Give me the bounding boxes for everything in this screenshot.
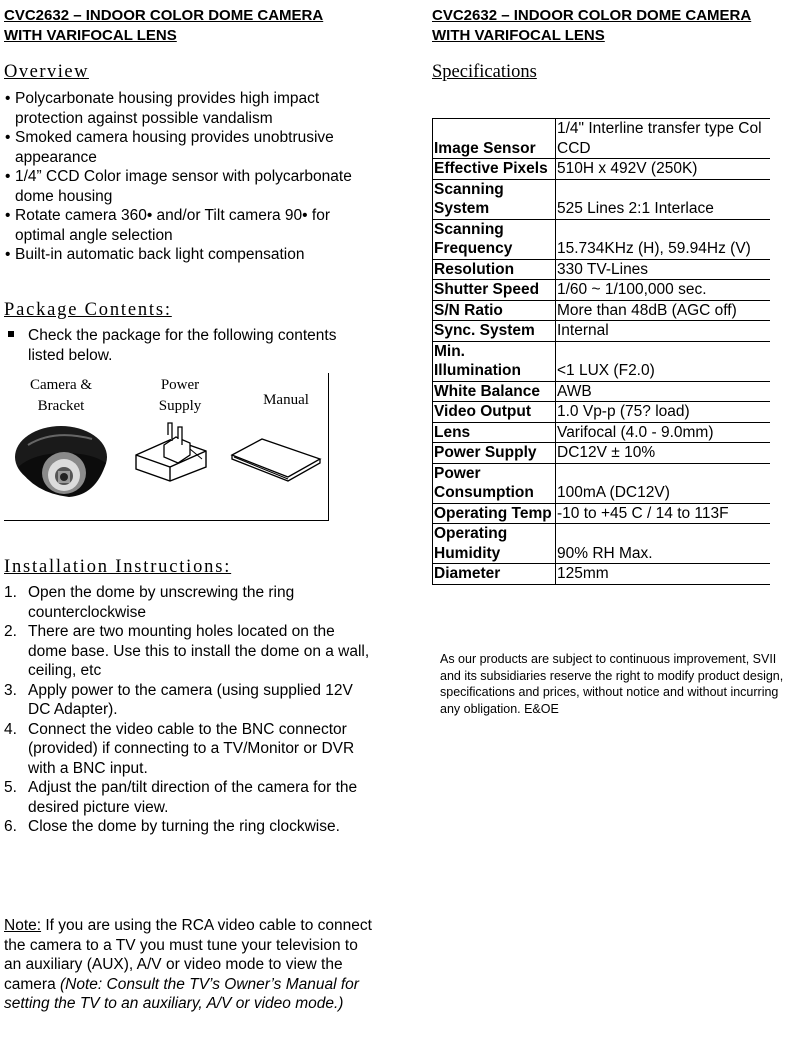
- spec-key: Operating Temp: [433, 503, 556, 524]
- step-number: 5.: [4, 779, 17, 796]
- list-item: [4, 326, 364, 365]
- step-number: 4.: [4, 720, 17, 738]
- step-text: Apply power to the camera (using supplied 12V DC Adapter).: [28, 681, 353, 718]
- spec-key: Sync. System: [433, 321, 556, 342]
- spec-value: More than 48dB (AGC off): [556, 300, 771, 321]
- overview-heading: Overview: [4, 62, 89, 82]
- list-item: [4, 720, 374, 779]
- manual-label: Manual: [263, 392, 309, 408]
- table-row: [433, 503, 771, 524]
- list-item: • Smoked camera housing provides unobtrusive appearance: [4, 128, 364, 167]
- table-row: [433, 259, 771, 280]
- rca-note: [4, 916, 374, 1014]
- specifications-table: [432, 118, 770, 585]
- spec-key: White Balance: [433, 381, 556, 402]
- power-label-line-2: Supply: [158, 398, 202, 414]
- spec-key: S/N Ratio: [433, 300, 556, 321]
- spec-value: 125mm: [556, 564, 771, 585]
- spec-key: Scanning System: [433, 179, 556, 219]
- overview-list: [4, 89, 364, 265]
- list-item: • Polycarbonate housing provides high impact protection against possible vandalism: [4, 89, 364, 128]
- step-number: 2.: [4, 623, 17, 640]
- table-row: [433, 119, 771, 159]
- camera-bracket-label: [18, 375, 104, 417]
- step-text: Open the dome by unscrewing the ring counterclockwise: [28, 584, 295, 621]
- title-line-1: CVC2632 – INDOOR COLOR DOME CAMERA: [4, 7, 324, 24]
- camera-label-line-1: Camera &: [29, 377, 93, 393]
- table-row: [433, 443, 771, 464]
- list-item: [4, 622, 374, 681]
- document-title: [432, 6, 751, 46]
- document-title: [4, 6, 323, 46]
- power-adapter-icon: [124, 415, 216, 483]
- spec-key: Min. Illumination: [433, 341, 556, 381]
- spec-value: <1 LUX (F2.0): [556, 341, 771, 381]
- step-number: 3.: [4, 681, 17, 699]
- list-item: • Rotate camera 360• and/or Tilt camera 90• for optimal angle selection: [4, 206, 364, 245]
- spec-key: Image Sensor: [433, 119, 556, 159]
- spec-value: 1/4" Interline transfer type Col CCD: [556, 119, 771, 159]
- note-italic-text: (Note: Consult the TV’s Owner’s Manual for setting the TV to an auxiliary, A/V or video mode.): [4, 975, 359, 1012]
- spec-key: Lens: [433, 422, 556, 443]
- note-text: If you are using the RCA video cable to connect the camera to a TV you must tune your television to an auxiliary (AUX), A/V or video mode to view the camera: [4, 917, 372, 993]
- spec-key: Video Output: [433, 402, 556, 423]
- spec-value: 90% RH Max.: [556, 524, 771, 564]
- spec-value: 15.734KHz (H), 59.94Hz (V): [556, 219, 771, 259]
- spec-key: Power Supply: [433, 443, 556, 464]
- step-text: Connect the video cable to the BNC connector (provided) if connecting to a TV/Monitor or DVR with a BNC input.: [28, 720, 355, 777]
- table-row: [433, 402, 771, 423]
- list-item: • 1/4” CCD Color image sensor with polycarbonate dome housing: [4, 167, 364, 206]
- spec-key: Scanning Frequency: [433, 219, 556, 259]
- list-item: [4, 681, 374, 720]
- square-bullet-icon: [8, 331, 14, 337]
- step-text: Adjust the pan/tilt direction of the camera for the desired picture view.: [28, 779, 358, 816]
- title-line-2: WITH VARIFOCAL LENS: [432, 27, 605, 44]
- spec-value: AWB: [556, 381, 771, 402]
- installation-steps: [4, 583, 374, 837]
- spec-key: Effective Pixels: [433, 159, 556, 180]
- spec-value: 1.0 Vp-p (75? load): [556, 402, 771, 423]
- list-item: • Built-in automatic back light compensation: [4, 245, 364, 265]
- package-heading: Package Contents:: [4, 300, 172, 320]
- list-item: [4, 583, 374, 622]
- spec-value: Internal: [556, 321, 771, 342]
- table-row: [433, 280, 771, 301]
- manual-icon: [226, 433, 324, 485]
- table-row: [433, 524, 771, 564]
- power-supply-label: [138, 375, 222, 417]
- power-label-line-1: Power: [160, 377, 200, 393]
- spec-value: -10 to +45 C / 14 to 113F: [556, 503, 771, 524]
- spec-key: Power Consumption: [433, 463, 556, 503]
- list-item: [4, 778, 374, 817]
- spec-value: 1/60 ~ 1/100,000 sec.: [556, 280, 771, 301]
- camera-label-line-2: Bracket: [37, 398, 85, 414]
- table-row: [433, 341, 771, 381]
- spec-key: Diameter: [433, 564, 556, 585]
- table-row: [433, 321, 771, 342]
- table-row: [433, 564, 771, 585]
- spec-value: Varifocal (4.0 - 9.0mm): [556, 422, 771, 443]
- spec-key: Resolution: [433, 259, 556, 280]
- table-row: [433, 300, 771, 321]
- note-label: Note:: [4, 917, 42, 934]
- step-text: Close the dome by turning the ring clockwise.: [28, 818, 340, 835]
- step-number: 6.: [4, 818, 17, 835]
- spec-value: 100mA (DC12V): [556, 463, 771, 503]
- table-row: [433, 159, 771, 180]
- step-number: 1.: [4, 584, 17, 601]
- package-instructions: [4, 326, 364, 365]
- table-row: [433, 463, 771, 503]
- spec-value: 330 TV-Lines: [556, 259, 771, 280]
- package-instruction-text: Check the package for the following contents listed below.: [28, 327, 337, 364]
- spec-value: 510H x 492V (250K): [556, 159, 771, 180]
- dome-camera-icon: [14, 423, 108, 505]
- spec-key: Operating Humidity: [433, 524, 556, 564]
- spec-key: Shutter Speed: [433, 280, 556, 301]
- title-line-2: WITH VARIFOCAL LENS: [4, 27, 177, 44]
- package-contents-figure: [4, 373, 329, 521]
- disclaimer: As our products are subject to continuous improvement, SVII and its subsidiaries reserve the right to modify product design, specifications and prices, without notice and without incurring any obligation. E&OE: [440, 652, 784, 716]
- table-row: [433, 422, 771, 443]
- table-row: [433, 219, 771, 259]
- spec-value: 525 Lines 2:1 Interlace: [556, 179, 771, 219]
- step-text: There are two mounting holes located on the dome base. Use this to install the dome on a wall, ceiling, etc: [28, 623, 370, 679]
- table-row: [433, 381, 771, 402]
- list-item: [4, 817, 374, 837]
- title-line-1: CVC2632 – INDOOR COLOR DOME CAMERA: [432, 7, 752, 24]
- installation-heading: Installation Instructions:: [4, 557, 232, 577]
- specifications-heading: Specifications: [432, 62, 537, 82]
- spec-value: DC12V ± 10%: [556, 443, 771, 464]
- table-row: [433, 179, 771, 219]
